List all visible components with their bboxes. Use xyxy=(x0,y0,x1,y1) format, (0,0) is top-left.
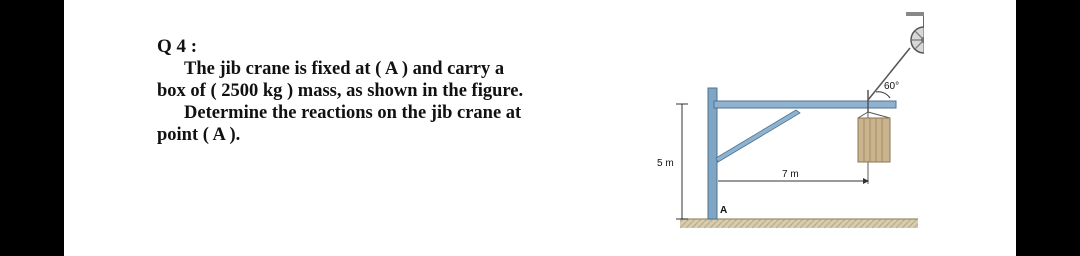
question-text xyxy=(157,36,597,146)
support-label: A xyxy=(720,205,728,216)
left-black-margin xyxy=(0,0,64,256)
question-line-3: Determine the reactions on the jib crane at xyxy=(184,103,522,123)
ground xyxy=(680,219,918,228)
hanging-box xyxy=(854,90,896,170)
right-black-margin xyxy=(1016,0,1080,256)
question-line-2: box of ( 2500 kg ) mass, as shown in the figure. xyxy=(157,81,524,101)
height-label: 5 m xyxy=(657,158,674,169)
crane-brace xyxy=(716,110,800,162)
question-number: Q 4 : xyxy=(157,36,198,57)
question-sheet xyxy=(64,0,1016,256)
question-line-1: The jib crane is fixed at ( A ) and carry a xyxy=(184,59,505,79)
angle-label: 60° xyxy=(884,81,900,92)
length-label: 7 m xyxy=(782,169,799,180)
ceiling-plate xyxy=(906,12,924,16)
question-line-4: point ( A ). xyxy=(157,125,241,145)
